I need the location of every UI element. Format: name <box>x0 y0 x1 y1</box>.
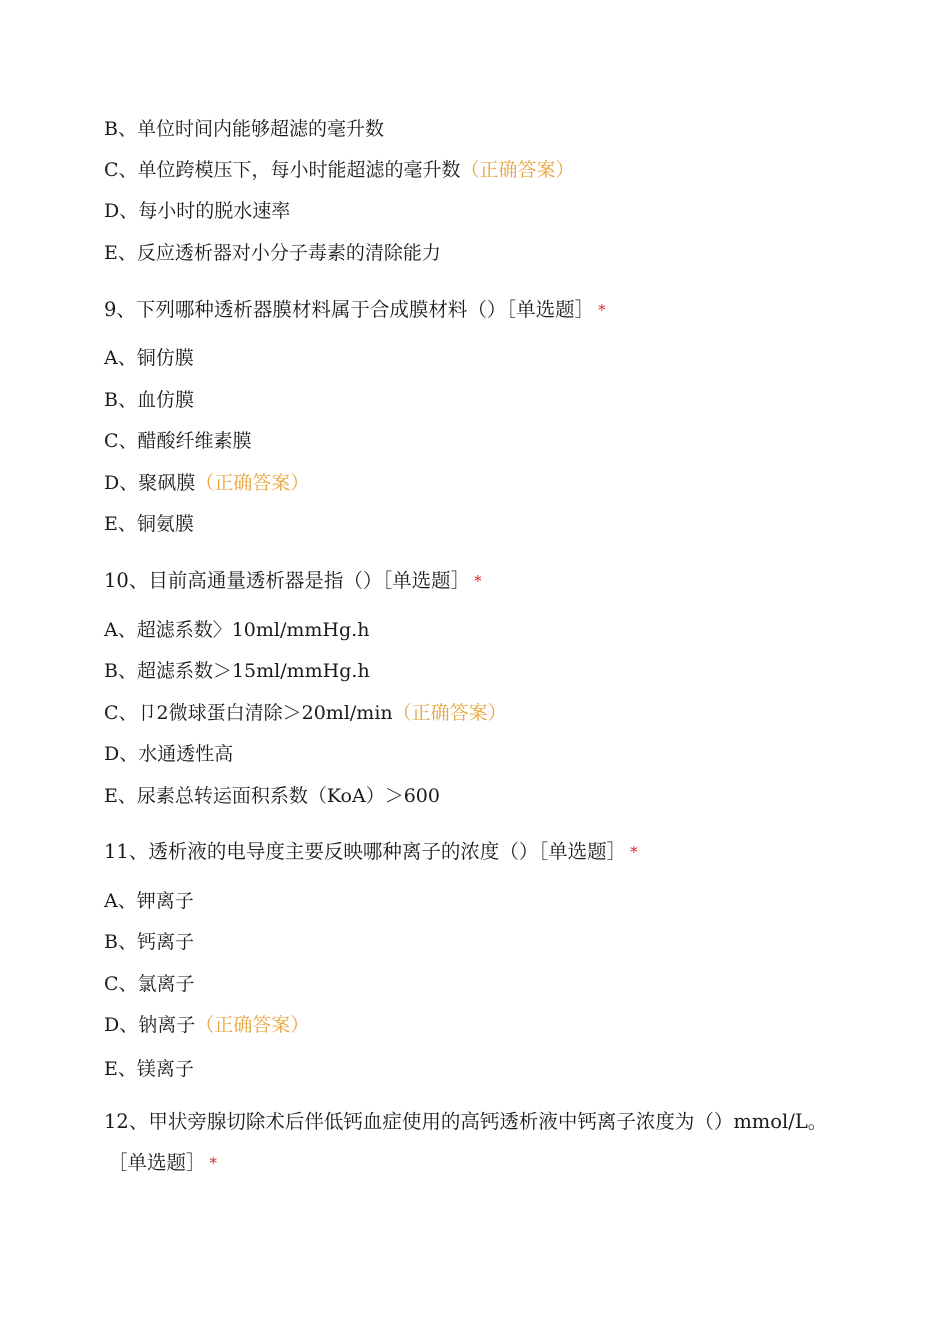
q10-option-a: A、超滤系数〉10ml/mmHg.h <box>104 619 370 641</box>
correct-answer-label: （正确答案） <box>460 159 575 181</box>
q10-option-d: D、水通透性高 <box>104 743 234 765</box>
q10-option-b: B、超滤系数＞15ml/mmHg.h <box>104 660 370 682</box>
required-mark: * <box>630 843 638 861</box>
q9-option-a: A、铜仿膜 <box>104 347 194 369</box>
q11-option-a: A、钾离子 <box>104 890 194 912</box>
q11-option-e: E、镁离子 <box>104 1058 194 1080</box>
q8-option-c: C、单位跨模压下，每小时能超滤的毫升数（正确答案） <box>104 159 575 181</box>
q9-option-d: D、聚砜膜（正确答案） <box>104 472 310 494</box>
q9-option-c: C、醋酸纤维素膜 <box>104 430 252 452</box>
q11-question: 11、透析液的电导度主要反映哪种离子的浓度（）［单选题］ * <box>104 840 638 863</box>
q12-question-tag: ［单选题］ * <box>108 1151 218 1174</box>
required-mark: * <box>474 572 482 590</box>
correct-answer-label: （正确答案） <box>195 1014 310 1036</box>
required-mark: * <box>598 301 606 319</box>
q9-option-e: E、铜氨膜 <box>104 513 194 535</box>
q10-option-e: E、尿素总转运面积系数（KoA）＞600 <box>104 785 440 807</box>
correct-answer-label: （正确答案） <box>195 472 310 494</box>
q11-option-b: B、钙离子 <box>104 931 194 953</box>
required-mark: * <box>209 1154 218 1172</box>
q12-question: 12、甲状旁腺切除术后伴低钙血症使用的高钙透析液中钙离子浓度为（）mmol/L。 <box>104 1110 828 1133</box>
q8-option-d: D、每小时的脱水速率 <box>104 200 291 222</box>
q11-option-c: C、氯离子 <box>104 973 195 995</box>
correct-answer-label: （正确答案） <box>392 702 507 724</box>
q11-option-d: D、钠离子（正确答案） <box>104 1014 310 1036</box>
q8-option-b: B、单位时间内能够超滤的毫升数 <box>104 118 384 140</box>
q9-question: 9、下列哪种透析器膜材料属于合成膜材料（）［单选题］ * <box>104 298 606 321</box>
q10-question: 10、目前高通量透析器是指（）［单选题］ * <box>104 569 482 592</box>
q10-option-c: C、卩2微球蛋白清除＞20ml/min（正确答案） <box>104 702 507 724</box>
q9-option-b: B、血仿膜 <box>104 389 194 411</box>
q8-option-e: E、反应透析器对小分子毒素的清除能力 <box>104 242 441 264</box>
